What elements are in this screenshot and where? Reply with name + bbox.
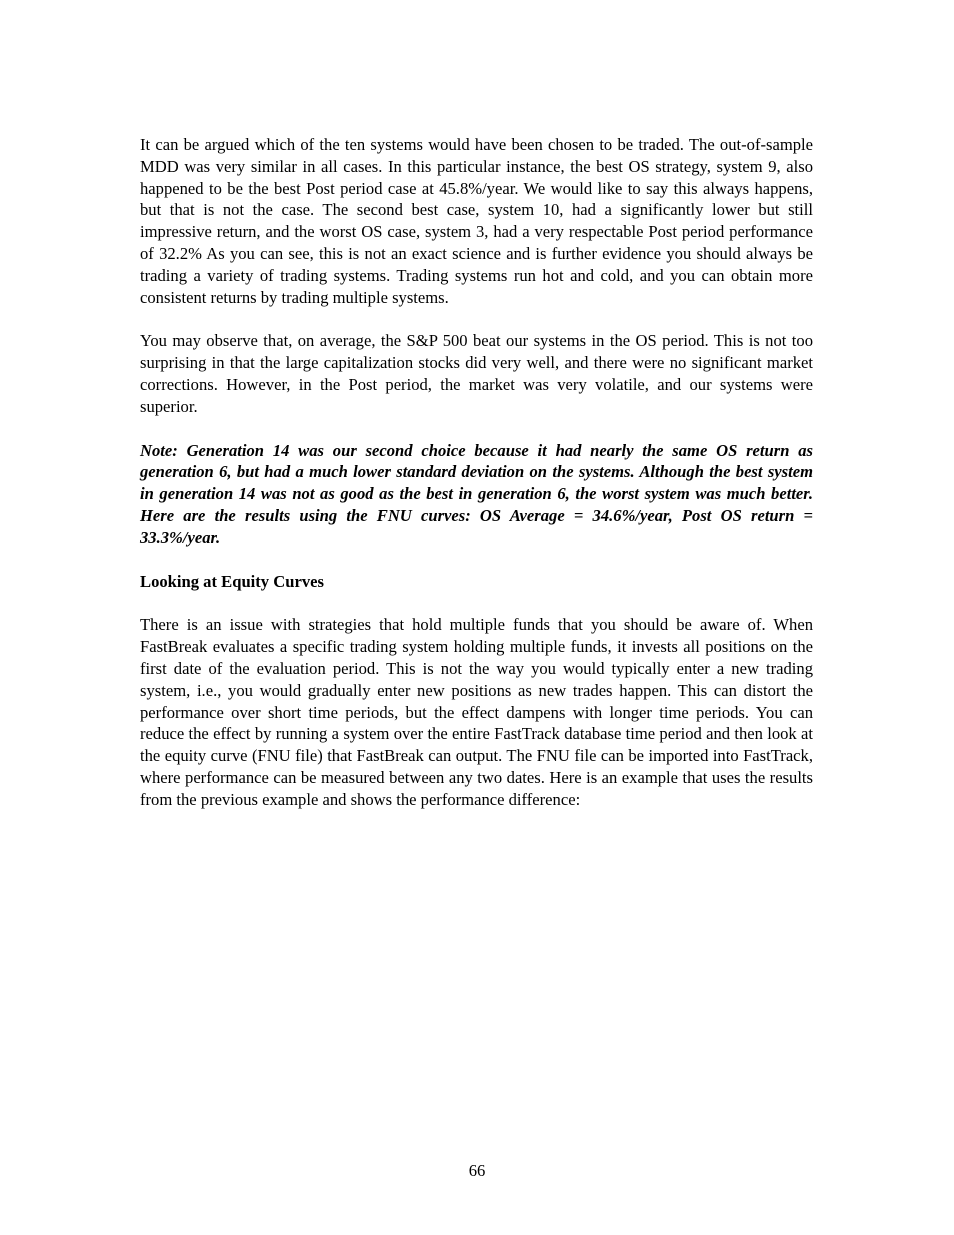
note-generation-14: Note: Generation 14 was our second choice because it had nearly the same OS return as generation 6, but had a much lower standard deviation on the systems. Although the best system in generation 14 was not as good as the best in generation 6, the worst system was much better. Here are the results using the FNU curves: OS Average = 34.6%/year, Post OS return = 33.3%/year. bbox=[140, 440, 813, 547]
paragraph-system-selection: It can be argued which of the ten systems would have been chosen to be traded. The out-of-sample MDD was very similar in all cases. In this particular instance, the best OS strategy, system 9, also happened to be the best Post period case at 45.8%/year. We would like to say this always happens, but that is not the case. The second best case, system 10, had a significantly lower but still impressive return, and the worst OS case, system 3, had a very respectable Post period performance of 32.2% As you can see, this is not an exact science and is further evidence you should always be trading a variety of trading systems. Trading systems run hot and cold, and you can obtain more consistent returns by trading multiple systems. bbox=[140, 135, 813, 307]
section-heading: Looking at Equity Curves bbox=[140, 571, 324, 591]
document-body bbox=[140, 134, 813, 833]
page-number: 66 bbox=[468, 1161, 486, 1180]
paragraph-sp500-comparison: You may observe that, on average, the S&P 500 beat our systems in the OS period. This is not too surprising in that the large capitalization stocks did very well, and there were no significant market corrections. However, in the Post period, the market was very volatile, and our systems were superior. bbox=[140, 331, 813, 416]
paragraph-equity-curves: There is an issue with strategies that hold multiple funds that you should be aware of. When FastBreak evaluates a specific trading system holding multiple funds, it invests all positions on the first date of the evaluation period. This is not the way you would typically enter a new trading system, i.e., you would gradually enter new positions as new trades happen. This can distort the performance over short time periods, but the effect dampens with longer time periods. You can reduce the effect by running a system over the entire FastTrack database time period and then look at the equity curve (FNU file) that FastBreak can output. The FNU file can be imported into FastTrack, where performance can be measured between any two dates. Here is an example that uses the results from the previous example and shows the performance difference: bbox=[140, 615, 813, 809]
